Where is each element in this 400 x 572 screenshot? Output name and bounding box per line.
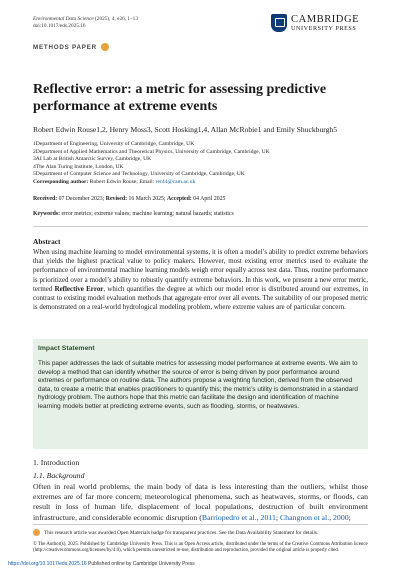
corresponding-email-link[interactable]: rer44@cam.ac.uk (155, 178, 196, 185)
open-materials-icon (33, 529, 40, 536)
logo-line-1: CAMBRIDGE (291, 14, 360, 25)
revised-date: 16 March 2025; (127, 196, 167, 202)
license-text: © The Author(s), 2025. Published by Cambridge University Press. This is an Open Access article, distributed under the terms of the Creative Commons Attribution licence (http://creativecommons.org/licenses/by/4.0), which permits unrestricted re-use, distribution and reproduction, provided the original article is properly cited. (33, 542, 368, 554)
open-materials-text: This research article was awarded Open Materials badge for transparent practices. See the Data Availability Statement for details. (44, 529, 319, 536)
impact-statement-box (33, 339, 368, 449)
accepted-date: 04 April 2025 (191, 196, 226, 202)
keywords (33, 211, 373, 217)
citation-link[interactable]: Changnon et al., 2000 (279, 512, 349, 522)
impact-heading: Impact Statement (38, 345, 95, 352)
intro-separator: ; (275, 512, 280, 522)
cambridge-logo (271, 13, 371, 37)
citation-link[interactable]: Barriopedro et al., 2011 (201, 512, 276, 522)
intro-end: ; (348, 512, 351, 522)
intro-text: Often in real world problems, the main body of data is less interesting than the outliers, whilst those extremes are of far more concern; meteorological phenomena, such as heatwaves, storms, or floods, can result in loss of human life, displacement of local populations, destruction of built environment infrastructure, and considerable economic disruption ( (33, 482, 368, 522)
abstract-part-2: , which quantifies the degree at which our model error is distributed around our extremes, in contrast to existing model evaluation methods that aggregate error over all events. The suitability of our proposed metric is demonstrated on a real-world hydrological modeling problem, where extreme values are of particular concern. (33, 284, 368, 312)
article-dates (33, 196, 373, 202)
divider (33, 226, 368, 227)
received-label: Received: (33, 196, 58, 202)
accepted-label: Accepted: (166, 196, 192, 202)
affiliation-4: 4The Alan Turing Institute, London, UK (33, 163, 124, 170)
article-type-label: METHODS PAPER (33, 43, 97, 51)
abstract-heading: Abstract (33, 237, 61, 246)
footer-text: Published online by Cambridge University Press (86, 561, 195, 567)
affiliations (33, 141, 373, 187)
journal-name: Environmental Data Science (33, 16, 94, 22)
journal-citation: (2025), 4, e26, 1–13 (93, 16, 138, 22)
corresponding-author (33, 179, 373, 187)
impact-text: This paper addresses the lack of suitable metrics for assessing model performance at extreme events. We aim to develop a method that can identify whether the source of error is being driven by poor performance around extremes or performance on routine data. The authors propose a weighting function, derived from the observed data, to create a metric that enables practitioners to quantify this; the metric’s utility is demonstrated in a standard hydrology problem. The authors hope that this metric can facilitate the design and identification of machine learning models better at predicting extreme events, such as flooding, storms, or heatwaves. (38, 360, 358, 410)
subsection-heading: 1.1. Background (33, 471, 85, 480)
affiliation-2: 2Department of Applied Mathematics and Theoretical Physics, University of Cambridge, Cambridge, UK (33, 148, 270, 155)
affiliation-1: 1Department of Engineering, University of Cambridge, Cambridge, UK (33, 141, 195, 147)
authors-text: Robert Edwin Rouse1,2, Henry Moss3, Scott Hosking1,4, Allan McRobie1 and Emily Shuckburgh5 (33, 125, 338, 134)
open-materials-badge-icon (101, 43, 109, 51)
footer-doi-link[interactable]: https://doi.org/10.1017/eds.2025.16 (8, 561, 87, 567)
divider (33, 524, 368, 525)
corresponding-label: Corresponding author: (33, 178, 89, 185)
affiliation-3: 3AI Lab at British Antarctic Survey, Cambridge, UK (33, 156, 152, 163)
received-date: 07 December 2023; (57, 196, 106, 202)
abstract-part-1: When using machine learning to model environmental systems, it is often a model’s ability to predict extreme behaviors that yields the highest practical value to policy makers. However, most existing error metrics used to evaluate the performance of environmental machine learning models weigh error equally across test data. Thus, routine performance is prioritized over a model’s ability to robustly quantify extreme behaviors. In this work, we present a new error metric, termed (33, 248, 368, 293)
author-list (33, 125, 373, 134)
abstract-text (33, 248, 368, 312)
abstract-bold-term: Reflective Error (54, 284, 104, 293)
keywords-text: error metrics; extreme values; machine learning; natural hazards; statistics (60, 211, 234, 217)
revised-label: Revised: (105, 196, 128, 202)
article-title: Reflective error: a metric for assessing predictive performance at extreme events (33, 82, 327, 114)
intro-paragraph (33, 482, 368, 523)
journal-header (33, 16, 138, 30)
page-footer (8, 561, 195, 567)
journal-doi: doi:10.1017/eds.2025.16 (33, 23, 86, 30)
open-materials-note (33, 529, 368, 536)
crest-icon (271, 14, 287, 32)
affiliation-5: 5Department of Computer Science and Technology, University of Cambridge, Cambridge, UK (33, 171, 245, 178)
article-type (33, 43, 109, 51)
keywords-label: Keywords: (33, 211, 61, 217)
corresponding-text: Robert Edwin Rouse; Email: (88, 178, 156, 185)
section-heading: 1. Introduction (33, 458, 80, 467)
logo-line-2: UNIVERSITY PRESS (291, 26, 357, 32)
